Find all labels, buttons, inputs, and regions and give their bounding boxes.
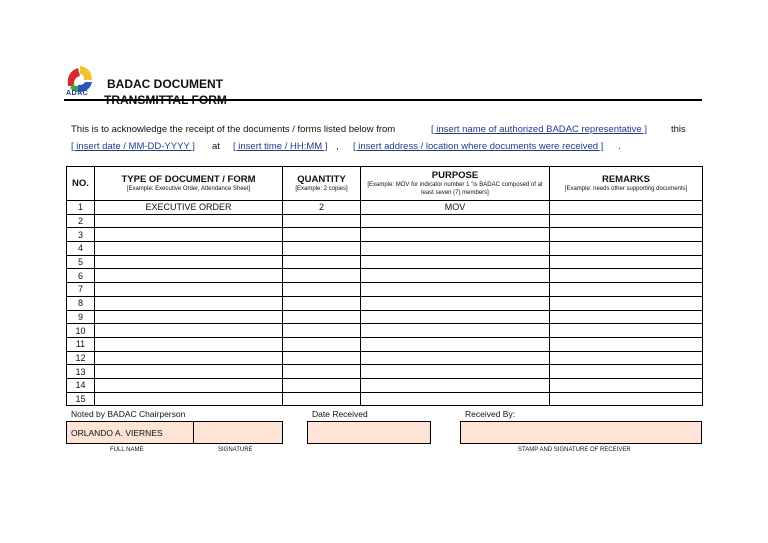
signature-label: SIGNATURE <box>218 447 253 453</box>
row-no: 15 <box>67 392 95 406</box>
table-row <box>67 351 703 365</box>
table-row <box>67 365 703 379</box>
row-remarks-cell[interactable] <box>550 269 703 283</box>
comma: , <box>336 141 339 152</box>
table-row <box>67 201 703 215</box>
header-quantity <box>283 167 361 201</box>
form-title-line1: BADAC DOCUMENT <box>107 77 223 91</box>
row-purpose-cell[interactable] <box>361 255 550 269</box>
row-purpose-cell[interactable] <box>361 269 550 283</box>
row-no: 5 <box>67 255 95 269</box>
row-quantity-cell[interactable] <box>283 324 361 338</box>
row-type-cell[interactable] <box>95 214 283 228</box>
row-purpose-cell[interactable] <box>361 283 550 297</box>
row-remarks-cell[interactable] <box>550 392 703 406</box>
row-purpose-cell[interactable] <box>361 378 550 392</box>
row-purpose-cell[interactable] <box>361 324 550 338</box>
noted-by-label: Noted by BADAC Chairperson <box>71 409 186 419</box>
row-remarks-cell[interactable] <box>550 324 703 338</box>
row-type-cell[interactable] <box>95 392 283 406</box>
date-received-field[interactable] <box>307 421 431 444</box>
row-no: 3 <box>67 228 95 242</box>
row-quantity-cell[interactable] <box>283 214 361 228</box>
row-purpose-cell[interactable] <box>361 242 550 256</box>
header-purpose-example: [Example: MOV for indicator number 1 "is BADAC composed of at least seven (7) members] <box>367 182 543 196</box>
row-quantity-cell[interactable] <box>283 337 361 351</box>
header-type-label: TYPE OF DOCUMENT / FORM <box>121 174 256 185</box>
header-type <box>95 167 283 201</box>
row-no: 4 <box>67 242 95 256</box>
table-row <box>67 283 703 297</box>
chairperson-signature-field[interactable] <box>193 421 283 444</box>
row-quantity-cell[interactable] <box>283 296 361 310</box>
ack-line1-text: This is to acknowledge the receipt of the documents / forms listed below from <box>71 124 396 135</box>
row-no: 11 <box>67 337 95 351</box>
receiver-stamp-field[interactable] <box>460 421 702 444</box>
row-purpose-cell[interactable] <box>361 337 550 351</box>
header-no-label: NO. <box>72 178 89 189</box>
row-purpose-cell[interactable] <box>361 228 550 242</box>
row-no: 2 <box>67 214 95 228</box>
header-quantity-label: QUANTITY <box>297 174 346 185</box>
rep-placeholder[interactable] <box>431 124 647 135</box>
row-purpose-cell[interactable] <box>361 392 550 406</box>
row-remarks-cell[interactable] <box>550 310 703 324</box>
row-type-cell[interactable] <box>95 269 283 283</box>
row-type-cell[interactable] <box>95 337 283 351</box>
table-header-row <box>67 167 703 201</box>
row-quantity-cell[interactable] <box>283 392 361 406</box>
header-quantity-example: [Example: 2 copies] <box>295 186 348 192</box>
row-type-cell[interactable] <box>95 228 283 242</box>
row-type-cell[interactable] <box>95 283 283 297</box>
period: . <box>618 141 621 152</box>
row-remarks-cell[interactable] <box>550 378 703 392</box>
row-remarks-cell[interactable] <box>550 351 703 365</box>
row-no: 9 <box>67 310 95 324</box>
stamp-label: STAMP AND SIGNATURE OF RECEIVER <box>518 447 631 453</box>
row-remarks-cell[interactable] <box>550 214 703 228</box>
table-row <box>67 255 703 269</box>
address-placeholder-text: [ insert address / location where documents were received ] <box>353 141 604 152</box>
row-remarks-cell[interactable] <box>550 242 703 256</box>
transmittal-table <box>66 166 703 406</box>
rep-placeholder-text: [ insert name of authorized BADAC representative ] <box>431 124 647 135</box>
row-remarks-cell[interactable] <box>550 296 703 310</box>
row-no: 8 <box>67 296 95 310</box>
row-type-cell[interactable] <box>95 310 283 324</box>
row-purpose-cell[interactable] <box>361 296 550 310</box>
header-no <box>67 167 95 201</box>
date-received-label: Date Received <box>312 409 368 419</box>
chairperson-name-field[interactable] <box>66 421 194 444</box>
header-remarks-example: [Example: needs other supporting documents] <box>564 186 688 192</box>
row-quantity-cell[interactable] <box>283 351 361 365</box>
row-quantity-cell[interactable] <box>283 242 361 256</box>
row-type-cell[interactable] <box>95 365 283 379</box>
row-quantity-cell[interactable] <box>283 310 361 324</box>
header-remarks-label: REMARKS <box>601 174 651 185</box>
table-row <box>67 242 703 256</box>
row-quantity-cell[interactable] <box>283 365 361 379</box>
table-row <box>67 269 703 283</box>
row-purpose-cell[interactable] <box>361 351 550 365</box>
address-placeholder[interactable] <box>353 141 603 152</box>
row-quantity-cell[interactable] <box>283 255 361 269</box>
header-purpose <box>361 167 550 201</box>
header-remarks <box>550 167 703 201</box>
received-by-label: Received By: <box>465 409 516 419</box>
table-row <box>67 228 703 242</box>
full-name-label: FULL NAME <box>110 447 144 453</box>
row-remarks-cell[interactable] <box>550 228 703 242</box>
row-type-cell[interactable] <box>95 255 283 269</box>
row-quantity-cell[interactable] <box>283 269 361 283</box>
row-quantity-cell[interactable]: 2 <box>283 201 361 215</box>
date-placeholder[interactable] <box>71 141 195 152</box>
row-quantity-cell[interactable] <box>283 228 361 242</box>
table-row <box>67 337 703 351</box>
date-placeholder-text: [ insert date / MM-DD-YYYY ] <box>71 141 195 152</box>
row-type-cell[interactable] <box>95 242 283 256</box>
row-no: 14 <box>67 378 95 392</box>
row-no: 1 <box>67 201 95 215</box>
row-remarks-cell[interactable] <box>550 337 703 351</box>
row-no: 13 <box>67 365 95 379</box>
at-word: at <box>212 141 220 152</box>
table-row <box>67 296 703 310</box>
row-no: 12 <box>67 351 95 365</box>
time-placeholder-text: [ insert time / HH:MM ] <box>233 141 328 152</box>
table-row <box>67 392 703 406</box>
row-type-cell[interactable]: EXECUTIVE ORDER <box>95 201 283 215</box>
row-purpose-cell[interactable]: MOV <box>361 201 550 215</box>
row-no: 7 <box>67 283 95 297</box>
row-purpose-cell[interactable] <box>361 214 550 228</box>
row-type-cell[interactable] <box>95 324 283 338</box>
row-remarks-cell[interactable] <box>550 255 703 269</box>
chairperson-name: ORLANDO A. VIERNES <box>71 428 163 438</box>
this-word: this <box>671 124 686 135</box>
row-no: 6 <box>67 269 95 283</box>
table-row <box>67 310 703 324</box>
row-type-cell[interactable] <box>95 378 283 392</box>
logo-text: ADAC <box>66 90 89 97</box>
row-purpose-cell[interactable] <box>361 365 550 379</box>
table-row <box>67 214 703 228</box>
row-remarks-cell[interactable] <box>550 283 703 297</box>
header-type-example: [Example: Executive Order, Attendance Sheet] <box>126 186 251 192</box>
row-remarks-cell[interactable] <box>550 365 703 379</box>
row-remarks-cell[interactable] <box>550 201 703 215</box>
row-type-cell[interactable] <box>95 296 283 310</box>
header-purpose-label: PURPOSE <box>431 170 479 181</box>
table-row <box>67 324 703 338</box>
row-quantity-cell[interactable] <box>283 283 361 297</box>
row-type-cell[interactable] <box>95 351 283 365</box>
row-no: 10 <box>67 324 95 338</box>
title-rule <box>64 99 702 101</box>
table-row <box>67 378 703 392</box>
row-purpose-cell[interactable] <box>361 310 550 324</box>
time-placeholder[interactable] <box>233 141 327 152</box>
row-quantity-cell[interactable] <box>283 378 361 392</box>
